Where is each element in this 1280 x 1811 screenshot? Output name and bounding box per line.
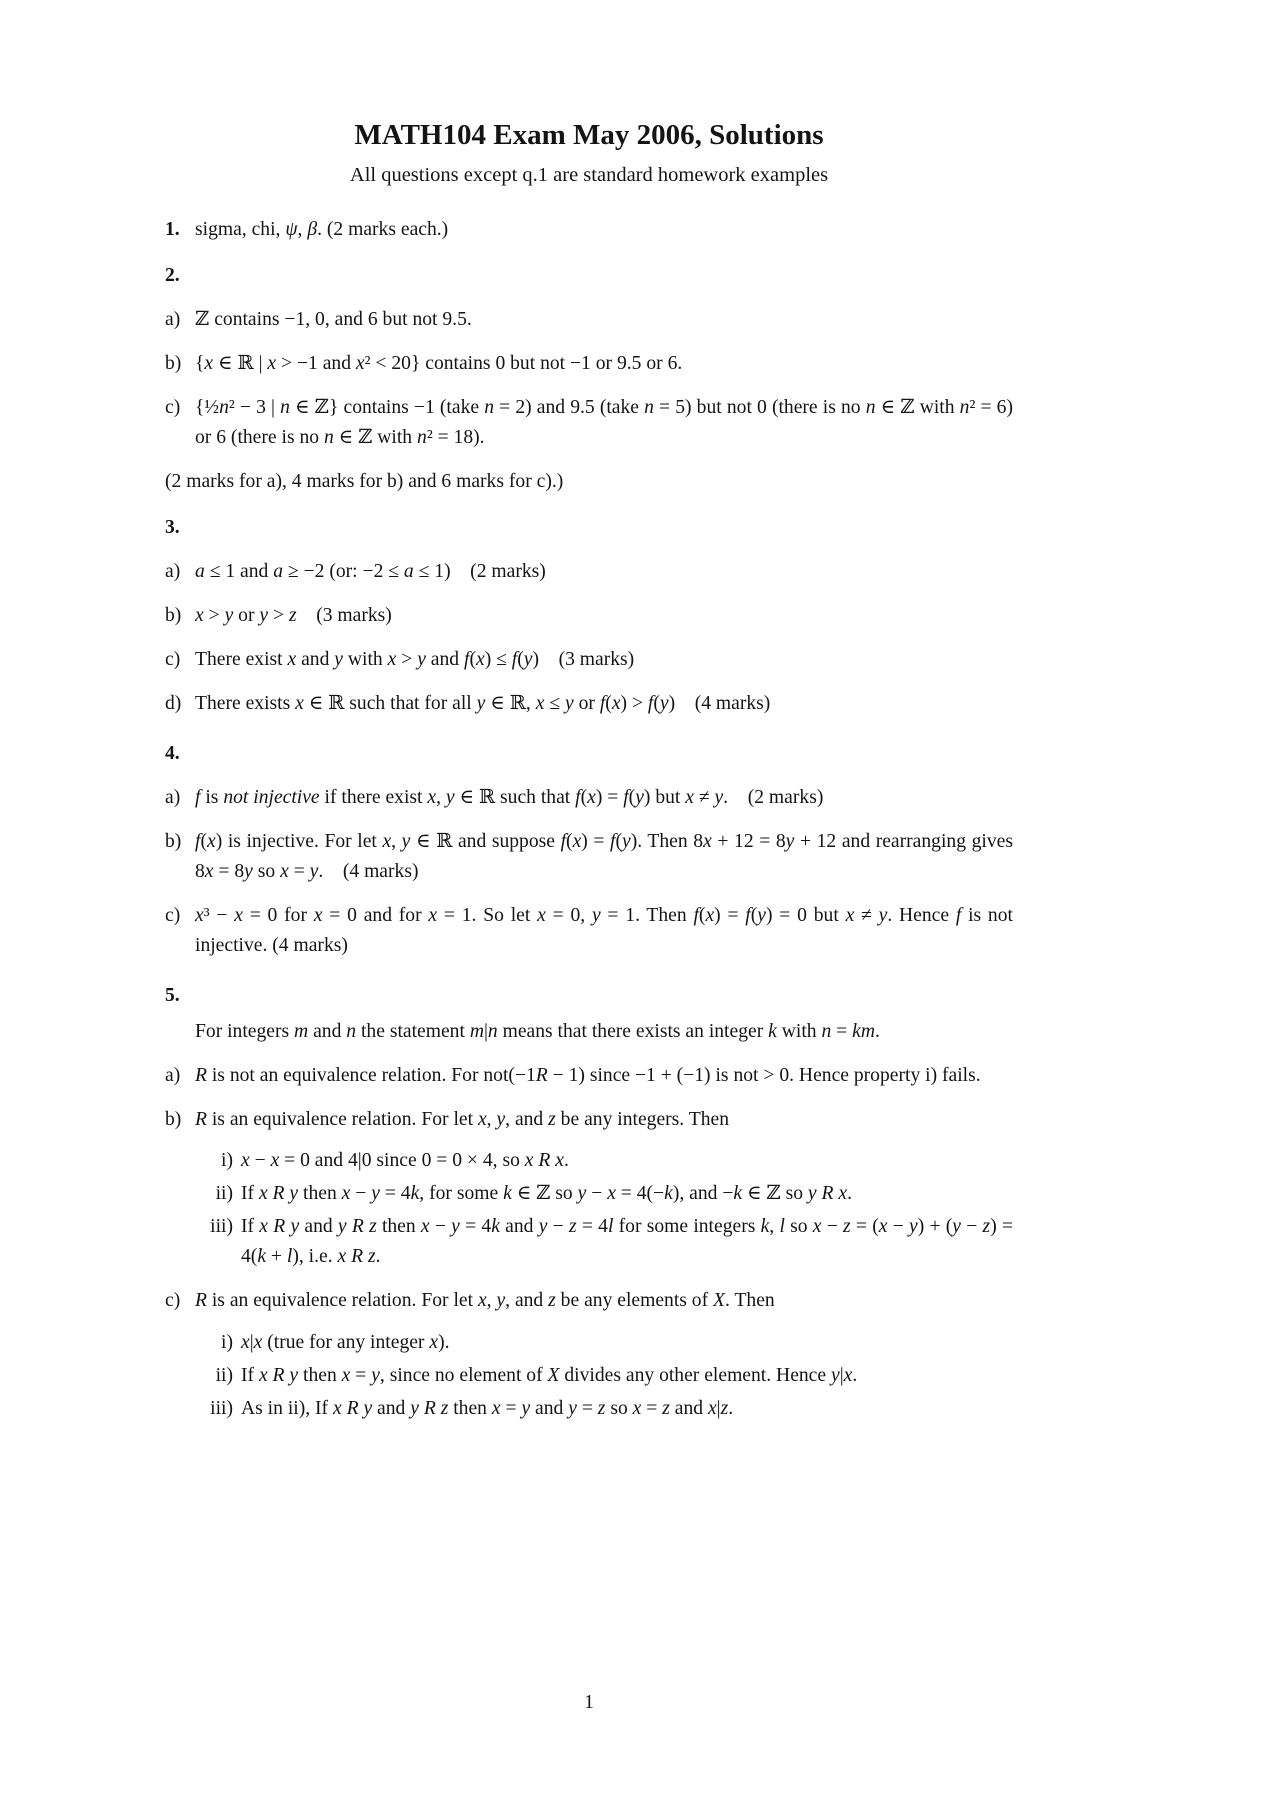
question-4-item-a-label: a): [165, 786, 181, 808]
question-2-item-c: [165, 393, 1013, 453]
question-5b-subitem-iii-label: iii): [210, 1216, 233, 1238]
question-1-text: sigma, chi, ψ, β. (2 marks each.): [195, 219, 449, 241]
question-2-marks-note: (2 marks for a), 4 marks for b) and 6 marks for c).): [165, 470, 564, 492]
question-2-item-a-label: a): [165, 309, 181, 331]
question-4-item-c-text: x³ − x = 0 for x = 0 and for x = 1. So let x = 0, y = 1. Then f(x) = f(y) = 0 but x ≠ y. Hence f is not injective. (4 marks): [195, 904, 1013, 956]
question-5b-subitem-ii: [189, 1179, 1013, 1209]
question-5b-subitem-iii-text: If x R y and y R z then x − y = 4k and y − z = 4l for some integers k, l so x − z = (x − y) + (y − z) = 4(k + l), i.e. x R z.: [241, 1216, 1014, 1268]
question-5-item-a: [165, 1061, 1013, 1091]
question-3-item-a-text: a ≤ 1 and a ≥ −2 (or: −2 ≤ a ≤ 1) (2 marks): [195, 560, 546, 582]
question-4-item-c: [165, 901, 1013, 961]
question-3-number: 3.: [165, 516, 180, 538]
question-5-item-b-label: b): [165, 1108, 182, 1130]
question-5-item-c: [165, 1286, 1013, 1316]
question-5c-subitem-i: [189, 1328, 1013, 1358]
question-3-item-b-text: x > y or y > z (3 marks): [195, 604, 392, 626]
question-5c-subitem-ii-text: If x R y then x = y, since no element of X divides any other element. Hence y|x.: [241, 1365, 858, 1387]
question-5b-subitem-iii: [189, 1212, 1013, 1272]
question-2-item-a: [165, 305, 1013, 335]
question-1-number: 1.: [165, 219, 180, 241]
question-5c-subitem-iii: [189, 1394, 1013, 1424]
question-5b-subitem-i-text: x − x = 0 and 4|0 since 0 = 0 × 4, so x R x.: [241, 1150, 569, 1172]
question-4-number: 4.: [165, 742, 180, 764]
document-title: MATH104 Exam May 2006, Solutions: [354, 119, 824, 151]
question-2-item-b-label: b): [165, 353, 182, 375]
question-5-item-a-text: R is not an equivalence relation. For not(−1R − 1) since −1 + (−1) is not > 0. Hence property i) fails.: [195, 1064, 981, 1086]
question-5b-subitem-ii-label: ii): [215, 1183, 233, 1205]
question-5-item-b: [165, 1105, 1013, 1135]
question-5-number: 5.: [165, 984, 180, 1006]
question-3-item-a-label: a): [165, 560, 181, 582]
question-3-item-b-label: b): [165, 604, 182, 626]
question-3-item-a: [165, 557, 1013, 587]
question-5b-subitem-ii-text: If x R y then x − y = 4k, for some k ∈ ℤ so y − x = 4(−k), and −k ∈ ℤ so y R x.: [241, 1183, 852, 1205]
question-5-item-b-text: R is an equivalence relation. For let x, y, and z be any integers. Then: [195, 1108, 729, 1130]
question-5c-subitem-ii-label: ii): [215, 1365, 233, 1387]
question-3-item-c-label: c): [165, 648, 181, 670]
document-subtitle: All questions except q.1 are standard homework examples: [349, 163, 829, 186]
question-5c-subitem-iii-label: iii): [210, 1398, 233, 1420]
question-4-item-b-text: f(x) is injective. For let x, y ∈ ℝ and suppose f(x) = f(y). Then 8x + 12 = 8y + 12 and rearranging gives 8x = 8y so x = y. (4 marks): [195, 830, 1013, 882]
question-4-item-b: [165, 827, 1013, 887]
question-1: [165, 215, 1013, 245]
question-2-item-b: [165, 349, 1013, 379]
question-3-item-d-text: There exists x ∈ ℝ such that for all y ∈ ℝ, x ≤ y or f(x) > f(y) (4 marks): [195, 692, 771, 714]
question-5-item-a-label: a): [165, 1064, 181, 1086]
question-2-item-a-text: ℤ contains −1, 0, and 6 but not 9.5.: [195, 309, 472, 331]
question-2-item-b-text: {x ∈ ℝ | x > −1 and x² < 20} contains 0 but not −1 or 9.5 or 6.: [195, 353, 683, 375]
question-2-item-c-text: {½n² − 3 | n ∈ ℤ} contains −1 (take n = 2) and 9.5 (take n = 5) but not 0 (there is no n ∈ ℤ with n² = 6) or 6 (there is no n ∈ ℤ with n² = 18).: [195, 397, 1013, 448]
question-2-item-c-label: c): [165, 397, 181, 419]
question-3-item-d-label: d): [165, 692, 182, 714]
question-3-item-c: [165, 645, 1013, 675]
question-5c-subitem-ii: [189, 1361, 1013, 1391]
question-4-item-a: [165, 783, 1013, 813]
question-3-item-d: [165, 689, 1013, 719]
question-5c-subitem-i-text: x|x (true for any integer x).: [241, 1332, 450, 1354]
question-4-item-c-label: c): [165, 904, 181, 926]
question-2-number: 2.: [165, 265, 180, 287]
question-5b-subitem-i: [189, 1146, 1013, 1176]
question-4-item-b-label: b): [165, 830, 182, 852]
question-4-item-a-text: f is not injective if there exist x, y ∈ ℝ such that f(x) = f(y) but x ≠ y. (2 marks): [195, 786, 824, 808]
question-5-item-c-label: c): [165, 1290, 181, 1312]
question-3-item-b: [165, 601, 1013, 631]
question-5-intro: For integers m and n the statement m|n means that there exists an integer k with n = km.: [195, 1020, 880, 1042]
question-5c-subitem-i-label: i): [221, 1332, 233, 1354]
question-5-item-c-text: R is an equivalence relation. For let x, y, and z be any elements of X. Then: [195, 1290, 775, 1312]
question-3-item-c-text: There exist x and y with x > y and f(x) ≤ f(y) (3 marks): [195, 648, 635, 670]
question-5c-subitem-iii-text: As in ii), If x R y and y R z then x = y and y = z so x = z and x|z.: [241, 1398, 734, 1420]
question-5b-subitem-i-label: i): [221, 1150, 233, 1172]
page-number: 1: [584, 1692, 594, 1713]
document-content: [165, 118, 1013, 1424]
